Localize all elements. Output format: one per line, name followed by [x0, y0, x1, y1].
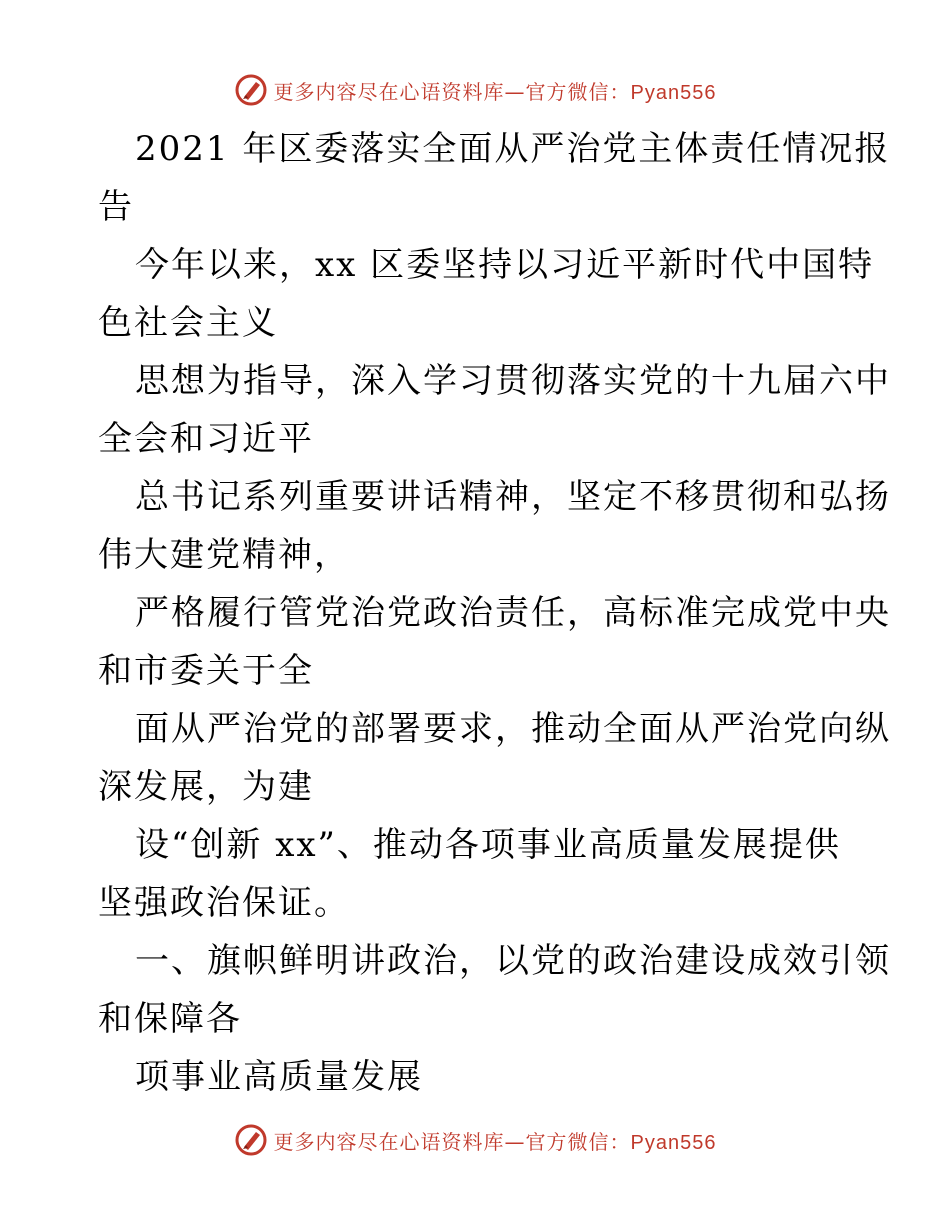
document-body — [98, 120, 891, 1106]
section-heading: 一、旗帜鲜明讲政治，以党的政治建设成效引领 — [135, 941, 891, 981]
doc-line: 今年以来，xx 区委坚持以习近平新时代中国特 — [135, 245, 875, 285]
doc-line: 和市委关于全 — [98, 651, 314, 691]
section-heading: 项事业高质量发展 — [135, 1057, 423, 1097]
doc-line: 2021 年区委落实全面从严治党主体责任情况报 — [135, 129, 891, 169]
doc-line: 告 — [98, 187, 134, 227]
doc-line: 全会和习近平 — [98, 419, 314, 459]
watermark-footer — [0, 1120, 950, 1160]
doc-line: 面从严治党的部署要求，推动全面从严治党向纵 — [135, 709, 891, 749]
pen-logo-icon — [234, 1123, 268, 1157]
section-heading: 和保障各 — [98, 999, 242, 1039]
doc-line: 设“创新 xx”、推动各项事业高质量发展提供 — [135, 825, 841, 865]
doc-line: 严格履行管党治党政治责任，高标准完成党中央 — [135, 593, 891, 633]
watermark-text: 更多内容尽在心语资料库—官方微信：Pyan556 — [273, 1129, 717, 1154]
watermark-header — [0, 70, 950, 110]
doc-line: 坚强政治保证。 — [98, 883, 350, 923]
doc-line: 总书记系列重要讲话精神，坚定不移贯彻和弘扬 — [135, 477, 891, 517]
pen-logo-icon — [234, 73, 268, 107]
doc-line: 深发展，为建 — [98, 767, 314, 807]
doc-line: 思想为指导，深入学习贯彻落实党的十九届六中 — [135, 361, 891, 401]
watermark-text: 更多内容尽在心语资料库—官方微信：Pyan556 — [273, 79, 717, 104]
doc-line: 伟大建党精神， — [98, 535, 350, 575]
doc-line: 色社会主义 — [98, 303, 278, 343]
